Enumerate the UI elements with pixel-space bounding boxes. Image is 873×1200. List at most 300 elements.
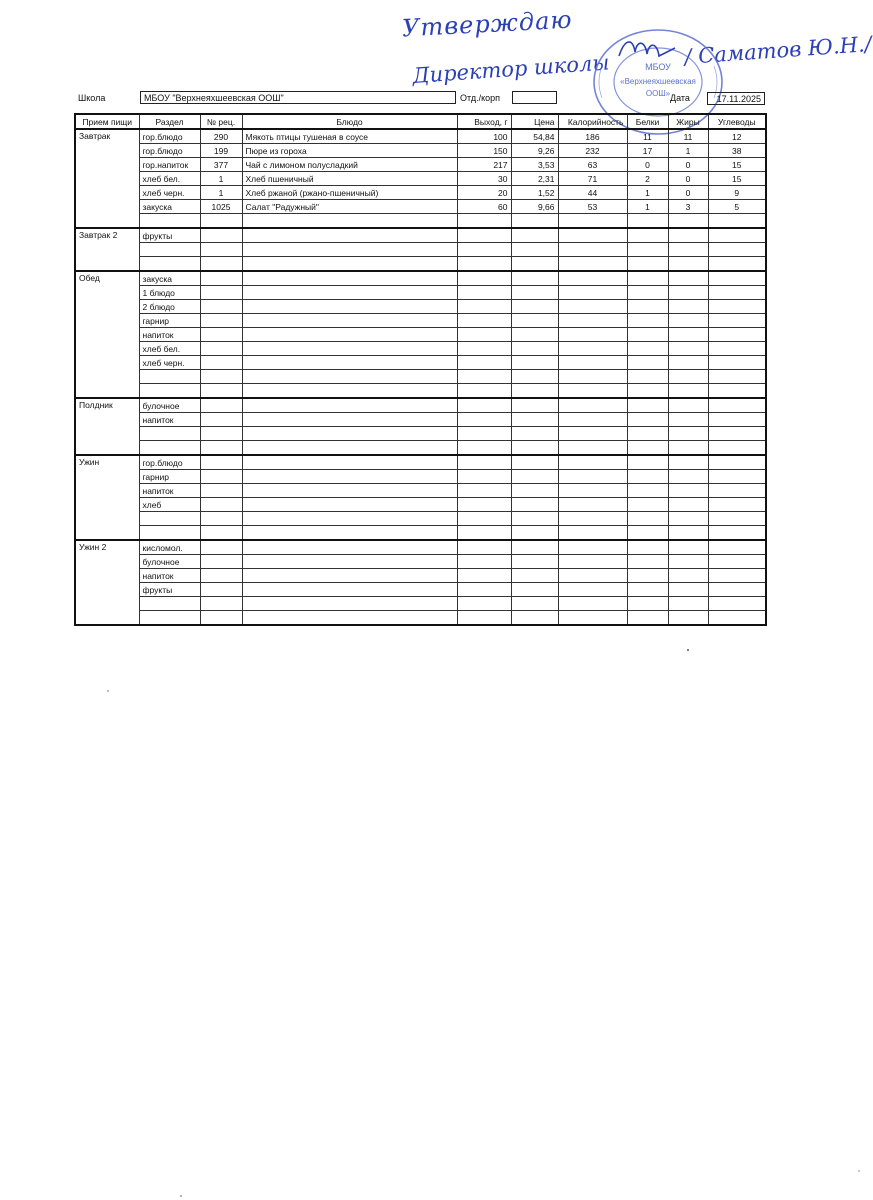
empty-cell bbox=[457, 470, 511, 484]
empty-cell bbox=[511, 243, 558, 257]
cell-kcal: 186 bbox=[558, 129, 627, 144]
stamp-line-3: ООШ» bbox=[645, 89, 671, 98]
empty-cell bbox=[627, 555, 668, 569]
empty-cell bbox=[668, 356, 708, 370]
empty-cell bbox=[242, 228, 457, 243]
date-field: 17.11.2025 bbox=[707, 92, 765, 105]
empty-cell bbox=[668, 597, 708, 611]
empty-cell bbox=[511, 300, 558, 314]
empty-cell bbox=[708, 441, 766, 456]
empty-cell bbox=[457, 328, 511, 342]
meal-name: Завтрак 2 bbox=[75, 228, 139, 271]
cell-section: напиток bbox=[139, 328, 200, 342]
cell-section: хлеб бел. bbox=[139, 172, 200, 186]
empty-cell bbox=[457, 228, 511, 243]
empty-cell bbox=[242, 455, 457, 470]
empty-cell bbox=[457, 413, 511, 427]
empty-cell bbox=[558, 526, 627, 541]
cell-price: 9,26 bbox=[511, 144, 558, 158]
cell-dish: Хлеб ржаной (ржано-пшеничный) bbox=[242, 186, 457, 200]
empty-cell bbox=[558, 413, 627, 427]
col-section: Раздел bbox=[139, 114, 200, 129]
empty-cell bbox=[558, 286, 627, 300]
empty-cell bbox=[627, 228, 668, 243]
cell-section: 1 блюдо bbox=[139, 286, 200, 300]
empty-cell bbox=[668, 441, 708, 456]
empty-cell bbox=[511, 597, 558, 611]
table-row bbox=[75, 569, 766, 583]
empty-cell bbox=[668, 286, 708, 300]
empty-cell bbox=[457, 384, 511, 399]
empty-cell bbox=[627, 498, 668, 512]
table-row bbox=[75, 484, 766, 498]
empty-cell bbox=[511, 286, 558, 300]
empty-cell bbox=[511, 314, 558, 328]
col-protein: Белки bbox=[627, 114, 668, 129]
empty-cell bbox=[242, 569, 457, 583]
column-header-row bbox=[75, 114, 766, 129]
stamp-line-2: «Верхнеяхшеевская bbox=[620, 77, 696, 86]
empty-cell bbox=[627, 413, 668, 427]
table-row bbox=[75, 214, 766, 229]
empty-cell bbox=[139, 214, 200, 229]
empty-cell bbox=[558, 384, 627, 399]
empty-cell bbox=[708, 611, 766, 626]
empty-cell bbox=[200, 540, 242, 555]
empty-cell bbox=[457, 214, 511, 229]
empty-cell bbox=[708, 214, 766, 229]
empty-cell bbox=[627, 583, 668, 597]
empty-cell bbox=[627, 271, 668, 286]
table-row bbox=[75, 172, 766, 186]
empty-cell bbox=[242, 555, 457, 569]
empty-cell bbox=[708, 583, 766, 597]
empty-cell bbox=[511, 271, 558, 286]
table-row bbox=[75, 540, 766, 555]
empty-cell bbox=[627, 470, 668, 484]
empty-cell bbox=[200, 300, 242, 314]
table-row bbox=[75, 257, 766, 272]
cell-section: гарнир bbox=[139, 470, 200, 484]
cell-carbs: 12 bbox=[708, 129, 766, 144]
empty-cell bbox=[457, 300, 511, 314]
cell-recipe: 1 bbox=[200, 172, 242, 186]
signature-name: / Саматов Ю.Н./ bbox=[683, 31, 873, 70]
empty-cell bbox=[242, 427, 457, 441]
empty-cell bbox=[708, 328, 766, 342]
empty-cell bbox=[200, 413, 242, 427]
cell-section: гор.блюдо bbox=[139, 144, 200, 158]
empty-cell bbox=[558, 314, 627, 328]
empty-cell bbox=[200, 470, 242, 484]
table-row bbox=[75, 243, 766, 257]
cell-carbs: 15 bbox=[708, 172, 766, 186]
col-carbs: Углеводы bbox=[708, 114, 766, 129]
empty-cell bbox=[242, 384, 457, 399]
empty-cell bbox=[511, 611, 558, 626]
empty-cell bbox=[627, 569, 668, 583]
empty-cell bbox=[457, 555, 511, 569]
cell-section: хлеб черн. bbox=[139, 356, 200, 370]
empty-cell bbox=[558, 512, 627, 526]
cell-section: закуска bbox=[139, 200, 200, 214]
empty-cell bbox=[242, 597, 457, 611]
empty-cell bbox=[457, 342, 511, 356]
signature-icon bbox=[615, 34, 685, 62]
cell-recipe: 290 bbox=[200, 129, 242, 144]
empty-cell bbox=[668, 526, 708, 541]
table-row bbox=[75, 370, 766, 384]
empty-cell bbox=[627, 512, 668, 526]
empty-cell bbox=[200, 314, 242, 328]
empty-cell bbox=[558, 228, 627, 243]
empty-cell bbox=[558, 583, 627, 597]
empty-cell bbox=[627, 526, 668, 541]
empty-cell bbox=[242, 498, 457, 512]
empty-cell bbox=[242, 512, 457, 526]
cell-section bbox=[139, 427, 200, 441]
empty-cell bbox=[627, 286, 668, 300]
empty-cell bbox=[511, 257, 558, 272]
empty-cell bbox=[511, 328, 558, 342]
meal-name: Ужин bbox=[75, 455, 139, 540]
empty-cell bbox=[708, 427, 766, 441]
empty-cell bbox=[242, 470, 457, 484]
empty-cell bbox=[457, 512, 511, 526]
empty-cell bbox=[668, 243, 708, 257]
table-row bbox=[75, 271, 766, 286]
cell-carbs: 9 bbox=[708, 186, 766, 200]
meal-name: Полдник bbox=[75, 398, 139, 455]
empty-cell bbox=[242, 300, 457, 314]
cell-section bbox=[139, 526, 200, 541]
table-row bbox=[75, 498, 766, 512]
meal-name: Обед bbox=[75, 271, 139, 398]
empty-cell bbox=[511, 512, 558, 526]
empty-cell bbox=[627, 611, 668, 626]
col-dish: Блюдо bbox=[242, 114, 457, 129]
empty-cell bbox=[708, 526, 766, 541]
empty-cell bbox=[511, 398, 558, 413]
approval-title: Утверждаю bbox=[401, 5, 574, 43]
cell-section: гор.блюдо bbox=[139, 129, 200, 144]
empty-cell bbox=[200, 555, 242, 569]
cell-carbs: 38 bbox=[708, 144, 766, 158]
cell-yield: 60 bbox=[457, 200, 511, 214]
empty-cell bbox=[200, 498, 242, 512]
table-row bbox=[75, 583, 766, 597]
cell-kcal: 232 bbox=[558, 144, 627, 158]
empty-cell bbox=[558, 356, 627, 370]
cell-section: гор.блюдо bbox=[139, 455, 200, 470]
table-row bbox=[75, 441, 766, 456]
cell-fat: 11 bbox=[668, 129, 708, 144]
cell-fat: 0 bbox=[668, 186, 708, 200]
cell-section bbox=[139, 441, 200, 456]
cell-section bbox=[139, 611, 200, 626]
table-row bbox=[75, 427, 766, 441]
cell-price: 3,53 bbox=[511, 158, 558, 172]
empty-cell bbox=[558, 243, 627, 257]
empty-cell bbox=[668, 384, 708, 399]
table-row bbox=[75, 129, 766, 144]
dept-field bbox=[512, 91, 557, 104]
empty-cell bbox=[668, 370, 708, 384]
table-row bbox=[75, 455, 766, 470]
empty-cell bbox=[200, 271, 242, 286]
empty-cell bbox=[558, 257, 627, 272]
cell-section bbox=[139, 257, 200, 272]
empty-cell bbox=[457, 370, 511, 384]
cell-kcal: 71 bbox=[558, 172, 627, 186]
empty-cell bbox=[457, 441, 511, 456]
table-row bbox=[75, 398, 766, 413]
cell-protein: 1 bbox=[627, 200, 668, 214]
empty-cell bbox=[558, 328, 627, 342]
empty-cell bbox=[558, 484, 627, 498]
empty-cell bbox=[457, 498, 511, 512]
empty-cell bbox=[200, 597, 242, 611]
cell-section: 2 блюдо bbox=[139, 300, 200, 314]
cell-section: хлеб бел. bbox=[139, 342, 200, 356]
table-row bbox=[75, 611, 766, 626]
cell-recipe: 377 bbox=[200, 158, 242, 172]
empty-cell bbox=[708, 314, 766, 328]
empty-cell bbox=[558, 597, 627, 611]
empty-cell bbox=[242, 398, 457, 413]
school-name-field: МБОУ "Верхнеяхшеевская ООШ" bbox=[140, 91, 456, 104]
cell-protein: 1 bbox=[627, 186, 668, 200]
dept-label: Отд./корп bbox=[460, 93, 500, 103]
empty-cell bbox=[511, 484, 558, 498]
empty-cell bbox=[668, 555, 708, 569]
empty-cell bbox=[668, 569, 708, 583]
empty-cell bbox=[242, 286, 457, 300]
empty-cell bbox=[668, 484, 708, 498]
empty-cell bbox=[242, 540, 457, 555]
empty-cell bbox=[457, 398, 511, 413]
table-row bbox=[75, 328, 766, 342]
empty-cell bbox=[511, 427, 558, 441]
cell-section: гор.напиток bbox=[139, 158, 200, 172]
empty-cell bbox=[457, 314, 511, 328]
cell-dish: Хлеб пшеничный bbox=[242, 172, 457, 186]
empty-cell bbox=[708, 271, 766, 286]
empty-cell bbox=[511, 455, 558, 470]
empty-cell bbox=[200, 526, 242, 541]
col-yield: Выход, г bbox=[457, 114, 511, 129]
empty-cell bbox=[558, 398, 627, 413]
empty-cell bbox=[511, 470, 558, 484]
cell-section bbox=[139, 384, 200, 399]
cell-dish: Пюре из гороха bbox=[242, 144, 457, 158]
table-row bbox=[75, 314, 766, 328]
empty-cell bbox=[200, 257, 242, 272]
empty-cell bbox=[627, 597, 668, 611]
empty-cell bbox=[558, 370, 627, 384]
empty-cell bbox=[668, 300, 708, 314]
table-row bbox=[75, 342, 766, 356]
empty-cell bbox=[511, 413, 558, 427]
cell-protein: 0 bbox=[627, 158, 668, 172]
approval-position: Директор школы bbox=[411, 50, 611, 89]
empty-cell bbox=[457, 427, 511, 441]
empty-cell bbox=[558, 555, 627, 569]
empty-cell bbox=[708, 228, 766, 243]
empty-cell bbox=[200, 228, 242, 243]
empty-cell bbox=[242, 314, 457, 328]
empty-cell bbox=[627, 484, 668, 498]
empty-cell bbox=[627, 427, 668, 441]
cell-yield: 100 bbox=[457, 129, 511, 144]
empty-cell bbox=[200, 384, 242, 399]
cell-fat: 3 bbox=[668, 200, 708, 214]
empty-cell bbox=[627, 300, 668, 314]
empty-cell bbox=[457, 540, 511, 555]
empty-cell bbox=[627, 243, 668, 257]
empty-cell bbox=[200, 398, 242, 413]
empty-cell bbox=[200, 243, 242, 257]
empty-cell bbox=[200, 286, 242, 300]
meal-name: Завтрак bbox=[75, 129, 139, 228]
empty-cell bbox=[457, 271, 511, 286]
cell-carbs: 15 bbox=[708, 158, 766, 172]
empty-cell bbox=[708, 540, 766, 555]
cell-fat: 0 bbox=[668, 172, 708, 186]
empty-cell bbox=[627, 356, 668, 370]
table-row bbox=[75, 158, 766, 172]
empty-cell bbox=[708, 370, 766, 384]
empty-cell bbox=[668, 214, 708, 229]
empty-cell bbox=[242, 342, 457, 356]
empty-cell bbox=[627, 540, 668, 555]
empty-cell bbox=[708, 384, 766, 399]
cell-dish: Мякоть птицы тушеная в соусе bbox=[242, 129, 457, 144]
cell-section: закуска bbox=[139, 271, 200, 286]
cell-section bbox=[139, 597, 200, 611]
empty-cell bbox=[708, 569, 766, 583]
empty-cell bbox=[242, 271, 457, 286]
cell-dish: Чай с лимоном полусладкий bbox=[242, 158, 457, 172]
cell-carbs: 5 bbox=[708, 200, 766, 214]
empty-cell bbox=[511, 555, 558, 569]
table-row bbox=[75, 526, 766, 541]
cell-fat: 1 bbox=[668, 144, 708, 158]
empty-cell bbox=[627, 398, 668, 413]
table-row bbox=[75, 200, 766, 214]
empty-cell bbox=[511, 228, 558, 243]
table-row bbox=[75, 186, 766, 200]
table-row bbox=[75, 413, 766, 427]
table-row bbox=[75, 144, 766, 158]
col-fat: Жиры bbox=[668, 114, 708, 129]
empty-cell bbox=[511, 498, 558, 512]
empty-cell bbox=[511, 583, 558, 597]
empty-cell bbox=[668, 455, 708, 470]
cell-recipe: 199 bbox=[200, 144, 242, 158]
empty-cell bbox=[708, 470, 766, 484]
empty-cell bbox=[200, 214, 242, 229]
cell-protein: 11 bbox=[627, 129, 668, 144]
empty-cell bbox=[708, 257, 766, 272]
empty-cell bbox=[627, 455, 668, 470]
table-row bbox=[75, 470, 766, 484]
empty-cell bbox=[708, 398, 766, 413]
empty-cell bbox=[511, 540, 558, 555]
empty-cell bbox=[200, 611, 242, 626]
cell-recipe: 1 bbox=[200, 186, 242, 200]
empty-cell bbox=[200, 512, 242, 526]
empty-cell bbox=[511, 356, 558, 370]
empty-cell bbox=[708, 300, 766, 314]
empty-cell bbox=[457, 583, 511, 597]
empty-cell bbox=[200, 484, 242, 498]
cell-section: напиток bbox=[139, 569, 200, 583]
cell-yield: 30 bbox=[457, 172, 511, 186]
empty-cell bbox=[668, 427, 708, 441]
empty-cell bbox=[558, 470, 627, 484]
table-row bbox=[75, 228, 766, 243]
empty-cell bbox=[668, 470, 708, 484]
empty-cell bbox=[708, 413, 766, 427]
empty-cell bbox=[708, 512, 766, 526]
cell-fat: 0 bbox=[668, 158, 708, 172]
stamp-line-1: МБОУ bbox=[645, 62, 671, 72]
empty-cell bbox=[200, 370, 242, 384]
col-kcal: Калорийность bbox=[558, 114, 627, 129]
table-row bbox=[75, 286, 766, 300]
cell-yield: 150 bbox=[457, 144, 511, 158]
empty-cell bbox=[627, 214, 668, 229]
table-row bbox=[75, 300, 766, 314]
empty-cell bbox=[242, 356, 457, 370]
cell-kcal: 63 bbox=[558, 158, 627, 172]
scan-speck bbox=[687, 649, 689, 651]
empty-cell bbox=[511, 370, 558, 384]
empty-cell bbox=[708, 555, 766, 569]
cell-price: 1,52 bbox=[511, 186, 558, 200]
scan-speck bbox=[107, 690, 109, 692]
empty-cell bbox=[242, 526, 457, 541]
empty-cell bbox=[627, 384, 668, 399]
empty-cell bbox=[627, 314, 668, 328]
cell-section: хлеб черн. bbox=[139, 186, 200, 200]
empty-cell bbox=[558, 611, 627, 626]
empty-cell bbox=[627, 370, 668, 384]
empty-cell bbox=[668, 342, 708, 356]
cell-section: хлеб bbox=[139, 498, 200, 512]
cell-protein: 17 bbox=[627, 144, 668, 158]
cell-section: фрукты bbox=[139, 583, 200, 597]
empty-cell bbox=[511, 214, 558, 229]
table-row bbox=[75, 597, 766, 611]
empty-cell bbox=[668, 583, 708, 597]
cell-yield: 217 bbox=[457, 158, 511, 172]
empty-cell bbox=[668, 271, 708, 286]
empty-cell bbox=[242, 484, 457, 498]
cell-section: кисломол. bbox=[139, 540, 200, 555]
empty-cell bbox=[242, 243, 457, 257]
empty-cell bbox=[558, 300, 627, 314]
empty-cell bbox=[200, 583, 242, 597]
cell-kcal: 53 bbox=[558, 200, 627, 214]
empty-cell bbox=[457, 569, 511, 583]
empty-cell bbox=[200, 569, 242, 583]
cell-price: 2,31 bbox=[511, 172, 558, 186]
cell-section: напиток bbox=[139, 413, 200, 427]
cell-section: гарнир bbox=[139, 314, 200, 328]
empty-cell bbox=[242, 328, 457, 342]
